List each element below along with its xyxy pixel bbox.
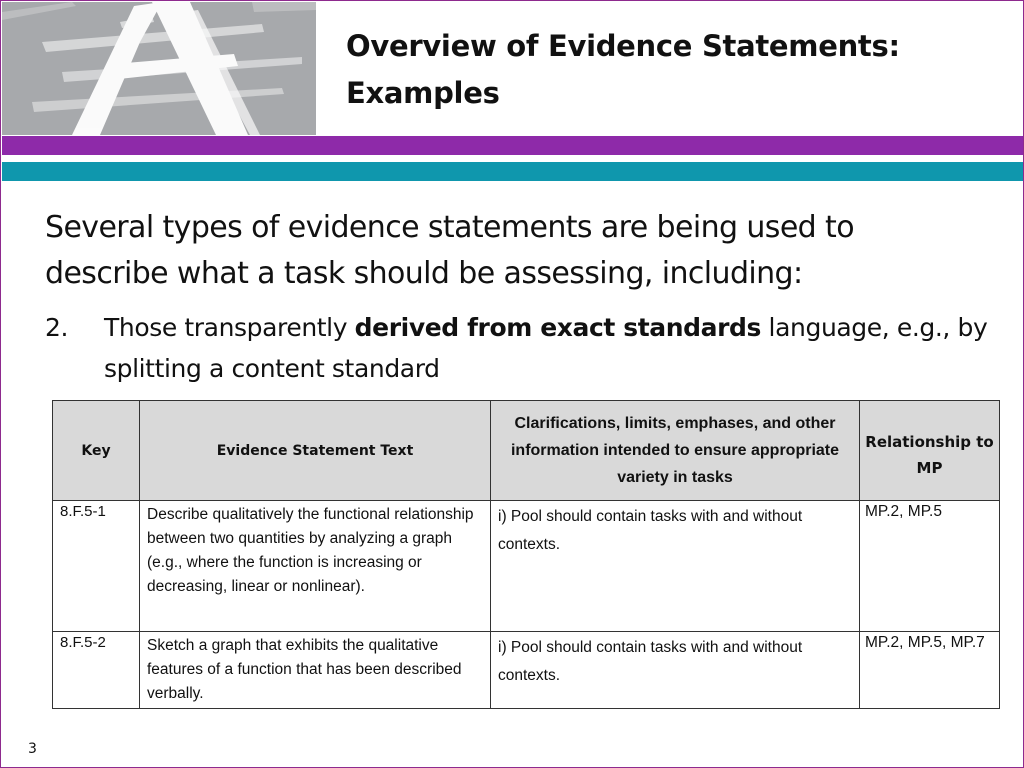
table-header-row (53, 401, 1000, 501)
logo (2, 2, 316, 135)
cell-evidence-text: Describe qualitatively the functional relationship between two quantities by analyzing a graph (e.g., where the function is increasing or decreasing, linear or nonlinear). (140, 501, 491, 632)
divider-gap (2, 155, 1024, 162)
point-text-before: Those transparently (104, 313, 355, 342)
numbered-point (45, 307, 995, 389)
table-row (53, 632, 1000, 709)
intro-text: Several types of evidence statements are being used to describe what a task should be assessing, including: (45, 210, 854, 291)
header-relationship: Relationship to MP (860, 401, 1000, 501)
point-text-after: language, e.g., by splitting a content standard (104, 313, 988, 383)
cell-mp: MP.2, MP.5, MP.7 (860, 632, 1000, 709)
header-key: Key (53, 401, 140, 501)
cell-clarification: i) Pool should contain tasks with and without contexts. (491, 632, 860, 709)
brush-a-logo-icon (2, 2, 316, 135)
page-number: 3 (28, 741, 37, 757)
header-evidence-text: Evidence Statement Text (140, 401, 491, 501)
point-text (104, 307, 995, 389)
cell-mp: MP.2, MP.5 (860, 501, 1000, 632)
cell-evidence-text: Sketch a graph that exhibits the qualitative features of a function that has been described verbally. (140, 632, 491, 709)
table-row (53, 501, 1000, 632)
point-text-bold: derived from exact standards (354, 313, 762, 342)
purple-divider-bar (2, 136, 1024, 155)
slide-title (346, 23, 986, 117)
point-number: 2. (45, 313, 69, 342)
cell-key: 8.F.5-1 (53, 501, 140, 632)
evidence-table (52, 400, 1000, 709)
title-line-2: Examples (346, 76, 500, 110)
header-clarifications: Clarifications, limits, emphases, and other information intended to ensure appropriate variety in tasks (491, 401, 860, 501)
title-line-1: Overview of Evidence Statements: (346, 29, 900, 63)
cell-clarification: i) Pool should contain tasks with and without contexts. (491, 501, 860, 632)
cell-key: 8.F.5-2 (53, 632, 140, 709)
teal-divider-bar (2, 162, 1024, 181)
